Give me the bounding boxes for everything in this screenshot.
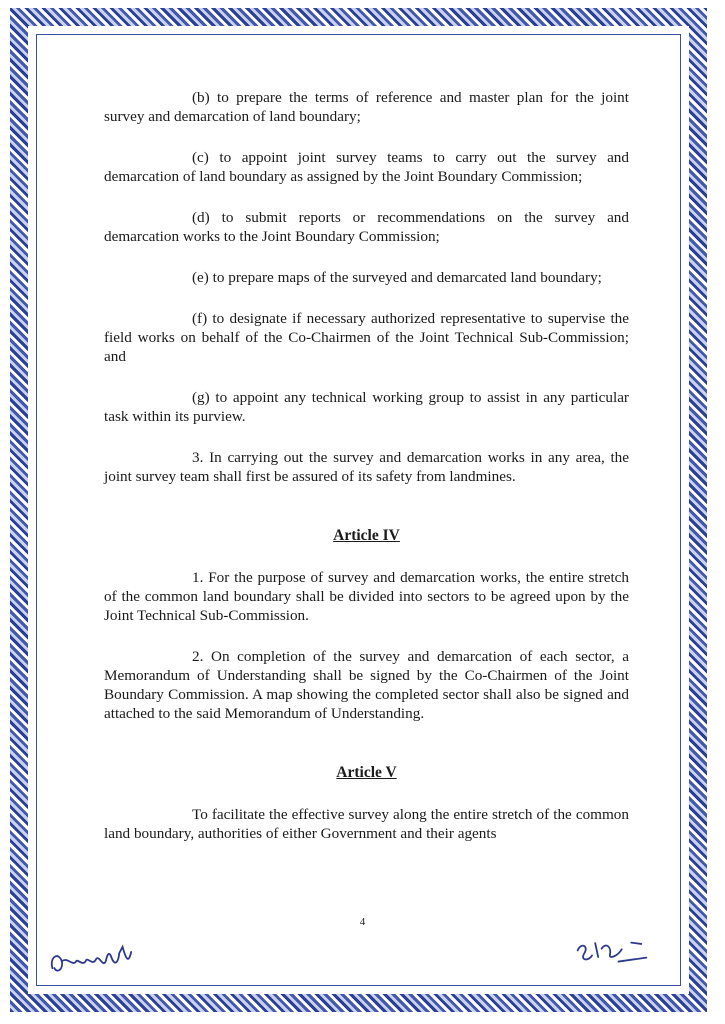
article-v-heading: Article V <box>336 764 397 781</box>
paragraph-d: (d) to submit reports or recommendations on the survey and demarcation works to the Joint Boundary Commission; <box>104 209 629 245</box>
signature-right <box>571 931 654 976</box>
paragraph-e: (e) to prepare maps of the surveyed and demarcated land boundary; <box>192 269 602 286</box>
signature-right-drawing <box>571 931 653 970</box>
paragraph-f: (f) to designate if necessary authorized representative to supervise the field works on behalf of the Co-Chairmen of the Joint Technical Sub-Commission; and <box>104 310 629 365</box>
paragraph-g: (g) to appoint any technical working group to assist in any particular task within its purview. <box>104 389 629 425</box>
article-v-paragraph-1: To facilitate the effective survey along the entire stretch of the common land boundary, authorities of either Government and their agents <box>104 806 629 842</box>
article-iv-heading: Article IV <box>333 527 400 544</box>
article-iv-paragraph-2: 2. On completion of the survey and demarcation of each sector, a Memorandum of Understanding shall be signed by the Co-Chairmen of the Joint Boundary Commission. A map showing the completed sector shall also be signed and attached to the said Memorandum of Understanding. <box>104 648 629 722</box>
paragraph-c: (c) to appoint joint survey teams to carry out the survey and demarcation of land boundary as assigned by the Joint Boundary Commission; <box>104 149 629 185</box>
article-iv-paragraph-1: 1. For the purpose of survey and demarcation works, the entire stretch of the common land boundary shall be divided into sectors to be agreed upon by the Joint Technical Sub-Commission. <box>104 569 629 624</box>
document-body <box>104 88 629 865</box>
paragraph-b: (b) to prepare the terms of reference and master plan for the joint survey and demarcation of land boundary; <box>104 89 629 125</box>
paragraph-3: 3. In carrying out the survey and demarcation works in any area, the joint survey team shall first be assured of its safety from landmines. <box>104 449 629 485</box>
page-number: 4 <box>359 916 366 928</box>
